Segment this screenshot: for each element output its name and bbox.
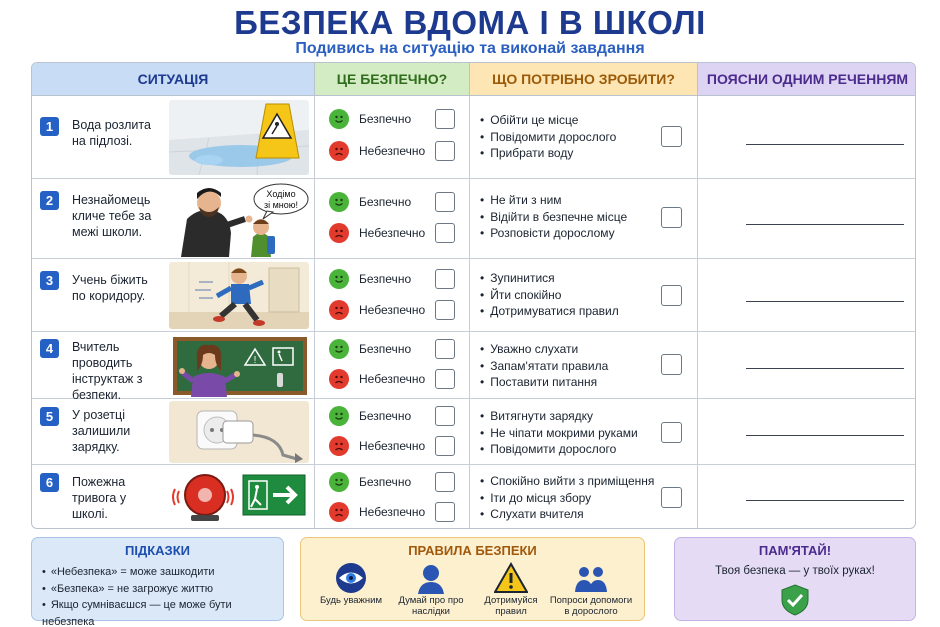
action-list: [480, 408, 638, 458]
action-item: • Обійти це місце: [480, 112, 616, 129]
hint-item: • «Небезпека» = може зашкодити: [42, 564, 283, 581]
sad-face-icon: [329, 300, 349, 320]
action-item: • Не йти з ним: [480, 192, 627, 209]
column-header-situation: СИТУАЦІЯ: [32, 63, 315, 96]
action-checkbox[interactable]: [661, 422, 682, 443]
action-checkbox[interactable]: [661, 487, 682, 508]
action-item: • Прибрати воду: [480, 145, 616, 162]
svg-text:зі мною!: зі мною!: [263, 200, 299, 210]
action-item: • Не чіпати мокрими руками: [480, 425, 638, 442]
safe-checkbox[interactable]: [435, 269, 455, 289]
happy-face-icon: [329, 192, 349, 212]
safety-rules-box: [300, 537, 645, 621]
action-list: [480, 112, 616, 162]
rule-item: [309, 562, 393, 606]
action-checkbox[interactable]: [661, 285, 682, 306]
happy-face-icon: [329, 109, 349, 129]
action-checkbox[interactable]: [661, 354, 682, 375]
sad-face-icon: [329, 369, 349, 389]
remember-text: Твоя безпека — у твоїх руках!: [715, 565, 875, 577]
page-title: БЕЗПЕКА ВДОМА І В ШКОЛІ: [234, 4, 706, 41]
table-row-2: [32, 179, 916, 259]
safe-option-label: Безпечно: [359, 195, 412, 209]
rule-item: [549, 562, 633, 617]
safe-option-label: Безпечно: [359, 409, 412, 423]
running-student-illustration: [169, 262, 309, 329]
hint-item: • Якщо сумніваєшся — це може бути небезпека: [42, 597, 283, 627]
stranger-illustration: [169, 181, 309, 257]
unsafe-option-label: Небезпечно: [359, 372, 426, 386]
unsafe-checkbox[interactable]: [435, 436, 455, 456]
warning-icon: [494, 562, 528, 594]
unsafe-checkbox[interactable]: [435, 300, 455, 320]
safety-table: [31, 62, 916, 529]
unsafe-option-label: Небезпечно: [359, 505, 426, 519]
svg-text:!: !: [253, 355, 257, 366]
answer-line[interactable]: [746, 500, 904, 501]
row-number: 4: [40, 339, 59, 358]
fire-alarm-illustration: [169, 467, 309, 527]
action-item: • Повідомити дорослого: [480, 129, 616, 146]
unsafe-option-label: Небезпечно: [359, 226, 426, 240]
action-list: [480, 473, 654, 523]
action-item: • Поставити питання: [480, 374, 608, 391]
row-number: 3: [40, 271, 59, 290]
rule-label: Будь уважним: [319, 595, 382, 606]
action-item: • Спокійно вийти з приміщення: [480, 473, 654, 490]
row-number: 6: [40, 473, 59, 492]
hints-box: [31, 537, 284, 627]
action-item: • Уважно слухати: [480, 341, 608, 358]
table-row-1: [32, 96, 916, 179]
page-subtitle: Подивись на ситуацію та виконай завдання: [295, 40, 645, 57]
safe-option-label: Безпечно: [359, 272, 412, 286]
unsafe-option-label: Небезпечно: [359, 144, 426, 158]
happy-face-icon: [329, 406, 349, 426]
safe-option-label: Безпечно: [359, 342, 412, 356]
sad-face-icon: [329, 223, 349, 243]
row-number: 1: [40, 117, 59, 136]
hint-item: • «Безпека» = не загрожує життю: [42, 581, 283, 598]
group-help-icon: [574, 562, 608, 594]
unsafe-checkbox[interactable]: [435, 502, 455, 522]
action-item: • Зупинитися: [480, 270, 619, 287]
answer-line[interactable]: [746, 368, 904, 369]
action-list: [480, 341, 608, 391]
answer-line[interactable]: [746, 435, 904, 436]
happy-face-icon: [329, 472, 349, 492]
action-item: • Іти до місця збору: [480, 490, 654, 507]
action-item: • Відійти в безпечне місце: [480, 209, 627, 226]
rule-item: [389, 562, 473, 617]
answer-line[interactable]: [746, 144, 904, 145]
action-item: • Витягнути зарядку: [480, 408, 638, 425]
eye-icon: [334, 562, 368, 594]
sad-face-icon: [329, 502, 349, 522]
action-list: [480, 192, 627, 242]
action-list: [480, 270, 619, 320]
table-row-4: [32, 332, 916, 402]
column-header-explain: ПОЯСНИ ОДНИМ РЕЧЕННЯМ: [698, 63, 916, 96]
action-item: • Запам'ятати правила: [480, 358, 608, 375]
action-item: • Повідомити дорослого: [480, 441, 638, 458]
safe-checkbox[interactable]: [435, 192, 455, 212]
situation-text: Пожежна тривога у школі.: [72, 475, 127, 521]
safe-checkbox[interactable]: [435, 339, 455, 359]
rules-title: ПРАВИЛА БЕЗПЕКИ: [408, 543, 537, 558]
hints-title: ПІДКАЗКИ: [125, 543, 190, 558]
spilled-water-illustration: [169, 100, 309, 175]
situation-text: Незнайомець кличе тебе за межі школи.: [72, 193, 152, 239]
unsafe-option-label: Небезпечно: [359, 439, 426, 453]
speech-bubble-text: Ходімо: [266, 189, 296, 199]
rule-label: Дотримуйся правил: [484, 595, 538, 617]
action-checkbox[interactable]: [661, 207, 682, 228]
row-number: 5: [40, 407, 59, 426]
sad-face-icon: [329, 436, 349, 456]
table-row-3: [32, 259, 916, 332]
safe-option-label: Безпечно: [359, 475, 412, 489]
column-header-safe: ЦЕ БЕЗПЕЧНО?: [315, 63, 470, 96]
situation-text: Вчитель проводить інструктаж з безпеки.: [72, 340, 143, 402]
sad-face-icon: [329, 141, 349, 161]
unsafe-checkbox[interactable]: [435, 141, 455, 161]
situation-text: У розетці залишили зарядку.: [72, 408, 131, 454]
unsafe-checkbox[interactable]: [435, 369, 455, 389]
safe-checkbox[interactable]: [435, 472, 455, 492]
happy-face-icon: [329, 269, 349, 289]
safe-checkbox[interactable]: [435, 406, 455, 426]
remember-title: ПАМ'ЯТАЙ!: [758, 543, 832, 558]
answer-line[interactable]: [746, 224, 904, 225]
answer-line[interactable]: [746, 301, 904, 302]
action-item: • Слухати вчителя: [480, 506, 654, 523]
situation-text: Вода розлита на підлозі.: [72, 118, 151, 148]
remember-box: [674, 537, 916, 621]
safe-checkbox[interactable]: [435, 109, 455, 129]
table-row-6: [32, 465, 916, 529]
rule-label: Попроси допомоги в дорослого: [549, 595, 633, 617]
situation-text: Учень біжить по коридору.: [72, 273, 148, 303]
hints-list: [42, 564, 283, 627]
charger-in-socket-illustration: [169, 401, 309, 463]
unsafe-option-label: Небезпечно: [359, 303, 426, 317]
thinking-person-icon: [414, 562, 448, 594]
table-row-5: [32, 399, 916, 465]
happy-face-icon: [329, 339, 349, 359]
column-header-action: ЩО ПОТРІБНО ЗРОБИТИ?: [470, 63, 698, 96]
rule-label: Думай про про наслідки: [398, 595, 464, 617]
teacher-instruction-illustration: [169, 335, 309, 397]
unsafe-checkbox[interactable]: [435, 223, 455, 243]
action-item: • Дотримуватися правил: [480, 303, 619, 320]
action-item: • Розповісти дорослому: [480, 225, 627, 242]
rule-item: [469, 562, 553, 617]
safe-option-label: Безпечно: [359, 112, 412, 126]
row-number: 2: [40, 191, 59, 210]
shield-check-icon: [780, 584, 810, 621]
action-checkbox[interactable]: [661, 126, 682, 147]
action-item: • Йти спокійно: [480, 287, 619, 304]
